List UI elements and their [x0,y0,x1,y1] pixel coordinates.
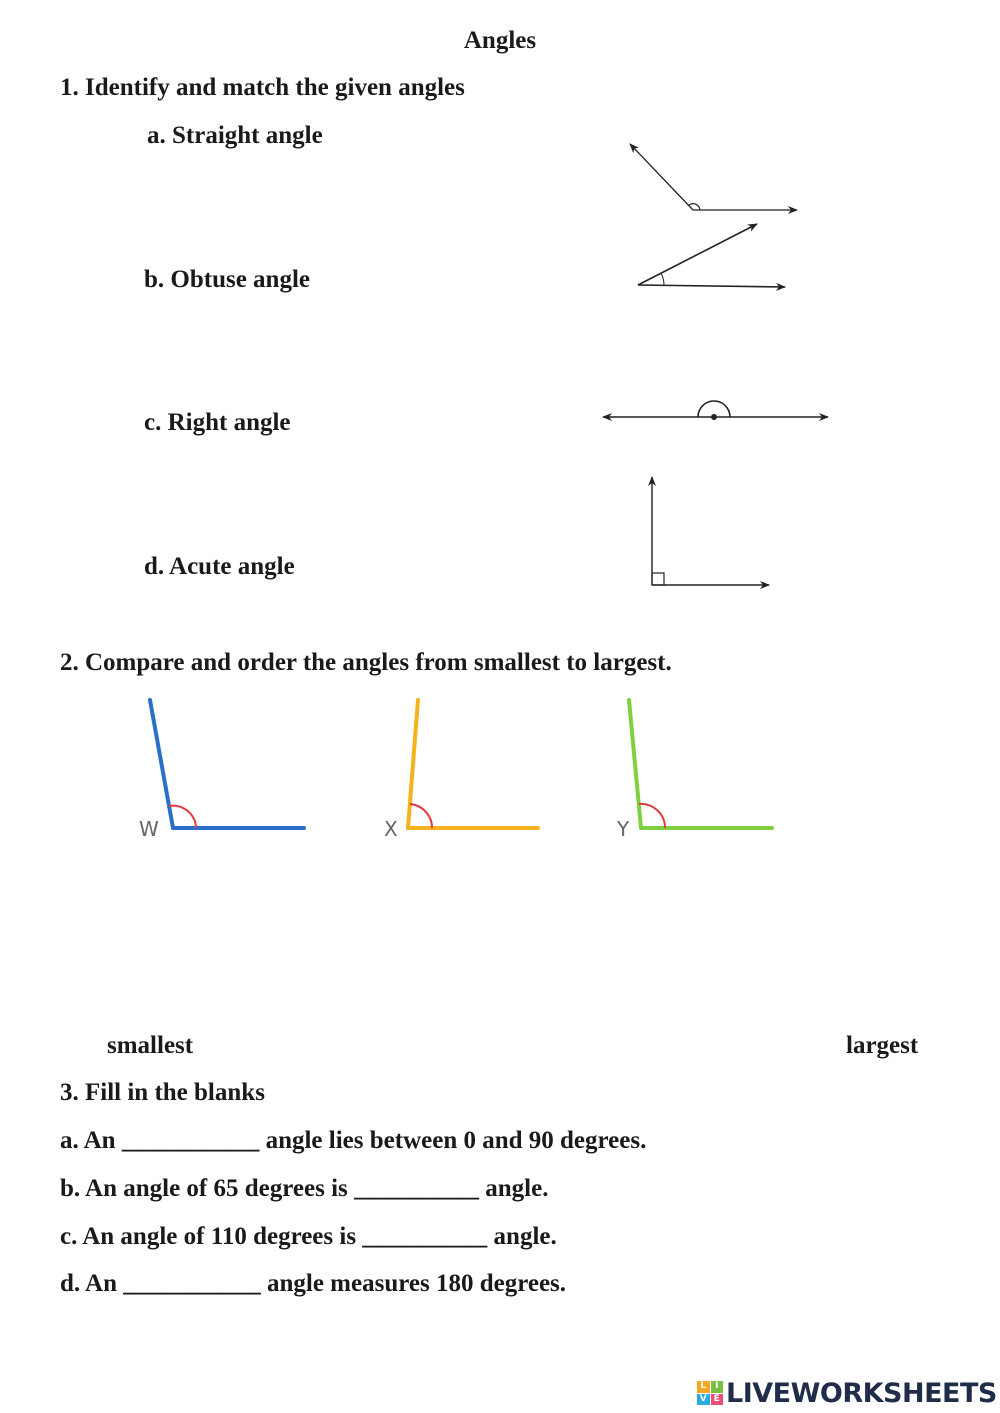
logo-badge-icon [697,1381,723,1405]
angle-x-label: X [384,817,398,841]
angle-y-figure[interactable] [629,700,772,828]
q1-item-d[interactable]: d. Acute angle [144,553,295,580]
angle-w-label: W [139,817,159,841]
q3-heading: 3. Fill in the blanks [60,1079,265,1106]
badge-letter-i: I [711,1381,724,1393]
badge-letter-e: E [711,1394,724,1406]
angle-w-figure[interactable] [150,700,304,828]
liveworksheets-logo [697,1378,997,1408]
smallest-label: smallest [107,1032,194,1059]
badge-letter-l: L [697,1381,710,1393]
q3-line-c[interactable]: c. An angle of 110 degrees is __________ angle. [60,1223,557,1250]
largest-label: largest [846,1032,919,1059]
badge-letter-v: V [697,1394,710,1406]
page-title: Angles [463,27,537,54]
angle-x-figure[interactable] [408,700,538,828]
q1-item-a[interactable]: a. Straight angle [147,122,323,149]
logo-wordmark: LIVEWORKSHEETS [726,1377,997,1409]
q3-line-b[interactable]: b. An angle of 65 degrees is __________ angle. [60,1175,549,1202]
q3-line-a[interactable]: a. An ___________ angle lies between 0 and 90 degrees. [60,1127,647,1154]
q2-heading: 2. Compare and order the angles from smallest to largest. [60,649,672,676]
angle-y-label: Y [617,817,630,841]
q1-heading: 1. Identify and match the given angles [60,74,465,101]
q1-item-c[interactable]: c. Right angle [144,409,291,436]
q1-item-b[interactable]: b. Obtuse angle [144,266,311,293]
q3-line-d[interactable]: d. An ___________ angle measures 180 degrees. [60,1270,567,1297]
